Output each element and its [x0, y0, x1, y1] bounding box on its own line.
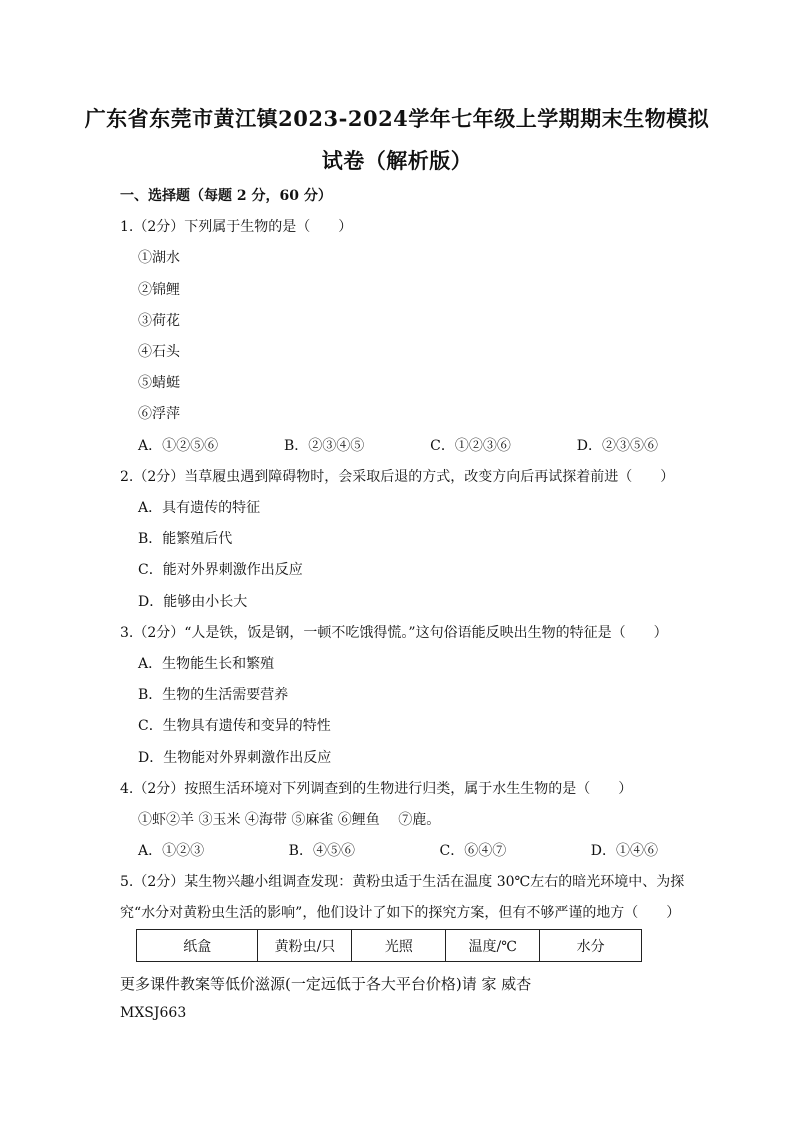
choice-d: D．①④⑥ — [590, 843, 658, 859]
choice-a: A．生物能生长和繁殖 — [138, 656, 275, 672]
question-1-stem: 1.（2分）下列属于生物的是（ ） — [120, 219, 353, 235]
footer-code: MXSJ663 — [120, 1005, 187, 1021]
question-5-stem-line2: 究“水分对黄粉虫生活的影响”，他们设计了如下的探究方案，但有不够严谨的地方（ ） — [120, 905, 681, 921]
question-4-choices — [138, 841, 658, 861]
choice-d: D．能够由小长大 — [138, 594, 248, 610]
question-5-stem-line1: 5.（2分）某生物兴趣小组调查发现：黄粉虫适于生活在温度 30℃左右的暗光环境中、为探 — [120, 874, 685, 890]
choice-c: C．①②③⑥ — [430, 438, 511, 454]
choice-a: A．①②③ — [138, 843, 205, 859]
question-1-item: ③荷花 — [138, 313, 180, 329]
choice-a: A．①②⑤⑥ — [138, 438, 219, 454]
experiment-table — [136, 929, 642, 962]
choice-b: B．能繁殖后代 — [138, 531, 233, 547]
question-1-item: ②锦鲤 — [138, 282, 180, 298]
choice-c: C．⑥④⑦ — [439, 843, 507, 859]
question-3-stem: 3.（2分）“人是铁，饭是钢，一顿不吃饿得慌。”这句俗语能反映出生物的特征是（ ） — [120, 625, 668, 641]
question-2-stem: 2.（2分）当草履虫遇到障碍物时，会采取后退的方式，改变方向后再试探着前进（ ） — [120, 469, 675, 485]
question-1-item: ⑥浮萍 — [138, 406, 180, 422]
table-header-cell: 黄粉虫/只 — [258, 930, 352, 962]
choice-a: A．具有遗传的特征 — [138, 500, 261, 516]
table-header-cell: 纸盒 — [137, 930, 258, 962]
section-heading: 一、选择题（每题 2 分，60 分） — [120, 188, 332, 204]
table-header-cell: 光照 — [352, 930, 446, 962]
choice-c: C．生物具有遗传和变异的特性 — [138, 718, 331, 734]
table-header-cell: 水分 — [540, 930, 642, 962]
exam-title-line1: 广东省东莞市黄江镇2023-2024学年七年级上学期期末生物模拟 — [84, 106, 710, 131]
question-4-stem: 4.（2分）按照生活环境对下列调查到的生物进行归类，属于水生生物的是（ ） — [120, 781, 633, 797]
choice-d: D．生物能对外界刺激作出反应 — [138, 750, 332, 766]
question-1-item: ④石头 — [138, 344, 180, 360]
choice-b: B．②③④⑤ — [284, 438, 365, 454]
choice-c: C．能对外界刺激作出反应 — [138, 562, 303, 578]
table-header-row — [137, 930, 642, 962]
question-4-items: ①虾②羊 ③玉米 ④海带 ⑤麻雀 ⑥鲤鱼 ⑦鹿。 — [138, 812, 441, 828]
question-1-choices — [138, 436, 658, 456]
choice-b: B．生物的生活需要营养 — [138, 687, 289, 703]
choice-b: B．④⑤⑥ — [288, 843, 355, 859]
question-1-item: ①湖水 — [138, 250, 180, 266]
table-header-cell: 温度/℃ — [446, 930, 540, 962]
question-1-item: ⑤蜻蜓 — [138, 375, 180, 391]
footer-promo-text: 更多课件教案等低价滋源(一定远低于各大平台价格)请 家 威杏 — [120, 975, 532, 993]
choice-d: D．②③⑤⑥ — [576, 438, 658, 454]
exam-title-line2: 试卷（解析版） — [321, 148, 473, 173]
